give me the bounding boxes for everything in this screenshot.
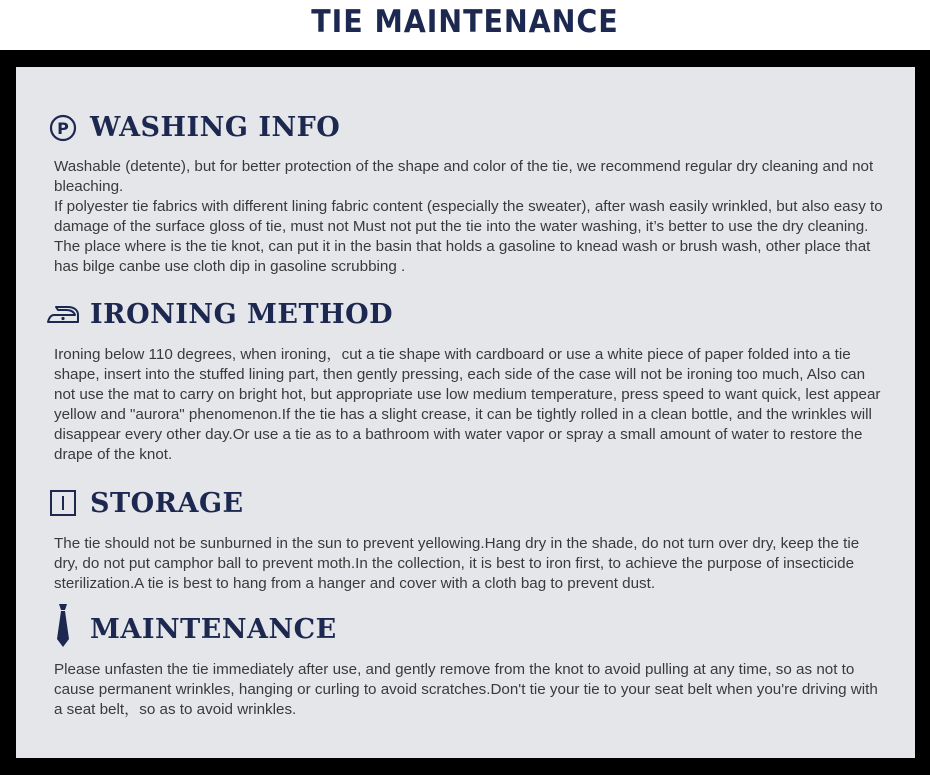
section-ironing-title: IRONING METHOD xyxy=(90,298,394,330)
header-banner xyxy=(0,0,930,50)
section-maintenance-text: Please unfasten the tie immediately after use, and gently remove from the knot to avoid pulling at any time, so as not to cause permanent wrinkles, hanging or curling to avoid scratches.Don't tie your tie to your seat belt when you're driving with a seat belt，so as to avoid wrinkles. xyxy=(54,661,878,718)
svg-text:P: P xyxy=(57,119,69,138)
section-washing-text: Washable (detente), but for better protection of the shape and color of the tie, we recommend regular dry cleaning and not bleaching. If polyester tie fabrics with different lining fabric content (especially the sweater), after wash easily wrinkled, but also easy to damage of the surface gloss of tie, must not Must not put the tie into the water washing, it’s better to use the dry cleaning. The place where is the tie knot, can put it in the basin that holds a gasoline to knead wash or brush wash, other place that has bilge canbe use cloth dip in gasoline scrubbing . xyxy=(54,158,883,275)
page-title: TIE MAINTENANCE xyxy=(311,4,619,40)
section-maintenance-title: MAINTENANCE xyxy=(90,613,337,645)
section-ironing-text: Ironing below 110 degrees, when ironing，cut a tie shape with cardboard or use a white piece of paper folded into a tie shape, insert into the stuffed lining part, then gently pressing, each side of the case will not be ironing too much, Also can not use the mat to carry on bright hot, but appropriate use low medium temperature, press speed to want quick, lest appear yellow and "aurora" phenomenon.If the tie has a slight crease, it can be tightly rolled in a clean bottle, and the wrinkles will disappear every other day.Or use a tie as to a bathroom with water vapor or spray a small amount of water to restore the drape of the knot. xyxy=(54,346,881,463)
section-ironing-header xyxy=(46,297,393,331)
iron-icon xyxy=(46,297,80,331)
section-washing-header xyxy=(46,110,340,144)
section-storage-title: STORAGE xyxy=(90,487,244,519)
section-storage-text: The tie should not be sunburned in the sun to prevent yellowing.Hang dry in the shade, do not turn over dry, keep the tie dry, do not put camphor ball to prevent moth.In the collection, it is best to iron first, to achieve the purpose of insecticide sterilization.A tie is best to hang from a hanger and cover with a cloth bag to prevent dust. xyxy=(54,535,860,592)
storage-box-icon xyxy=(46,486,80,520)
section-washing-title: WASHING INFO xyxy=(90,111,341,143)
section-storage-header xyxy=(46,486,244,520)
section-maintenance-header xyxy=(46,612,337,646)
necktie-icon xyxy=(46,612,80,646)
washing-p-circle-icon xyxy=(46,110,80,144)
